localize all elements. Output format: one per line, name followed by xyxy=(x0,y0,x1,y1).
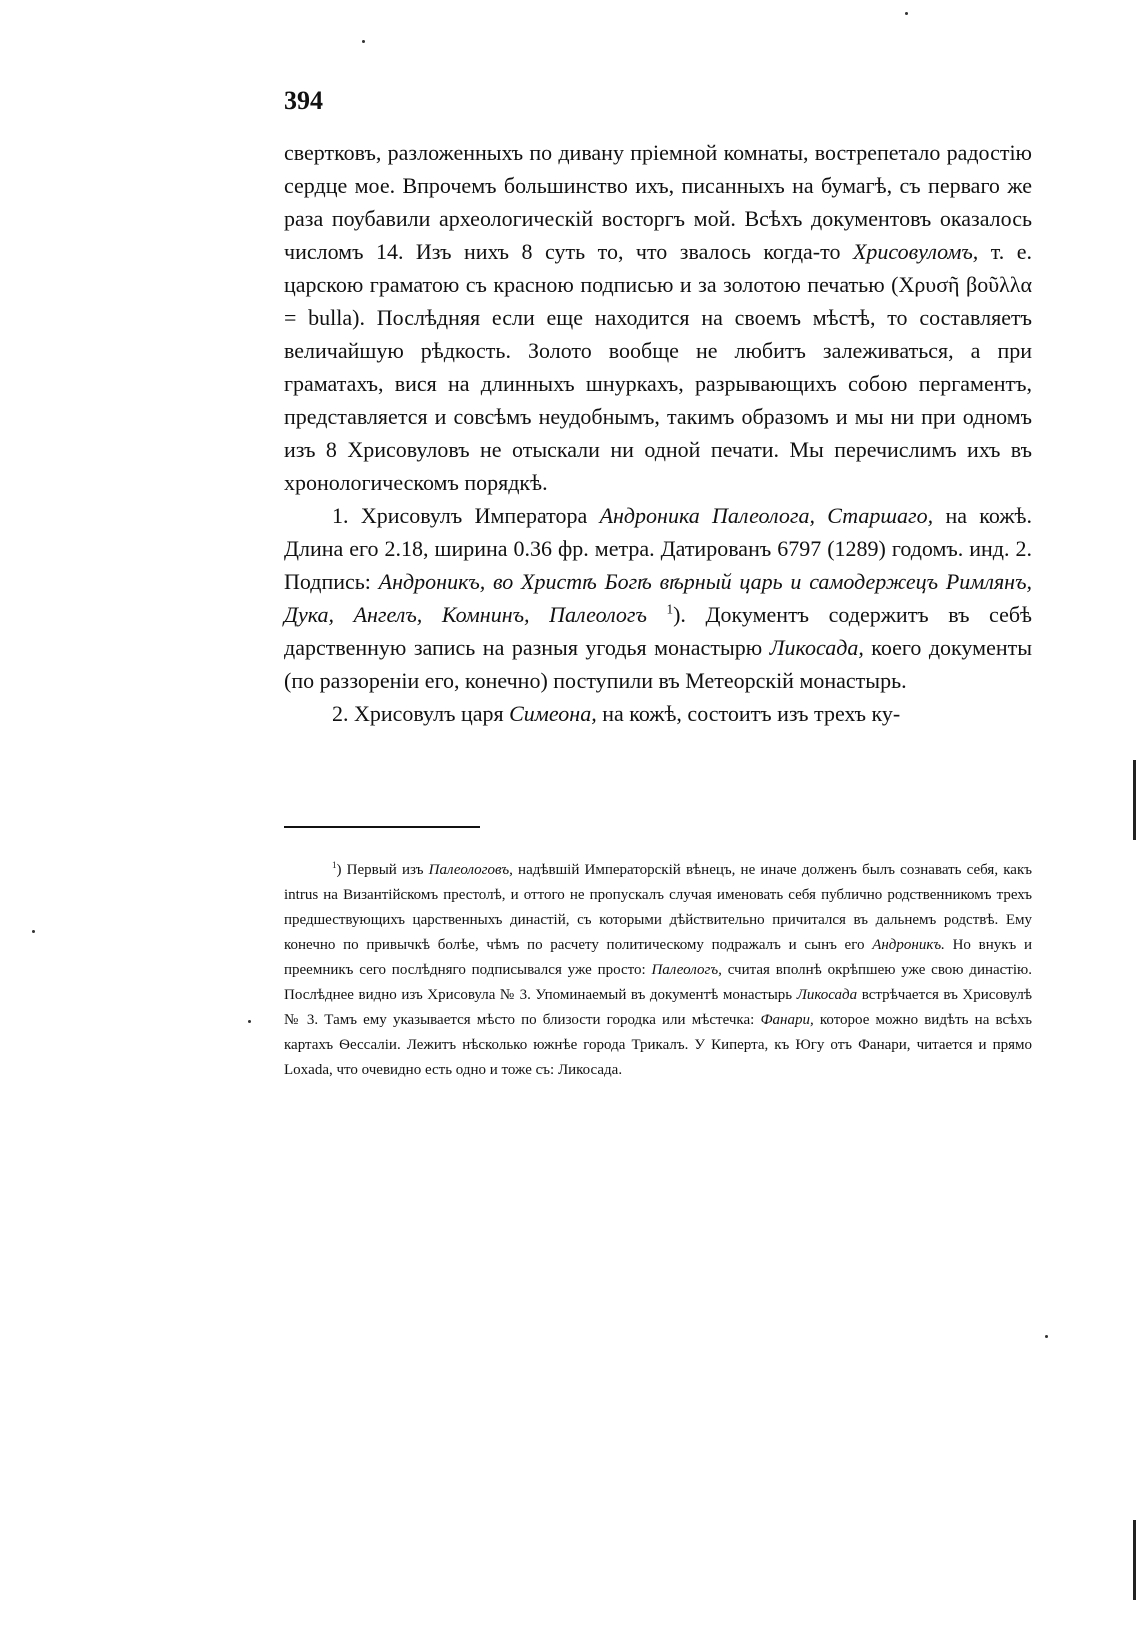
paragraph-3: 2. Хрисовулъ царя Симеона, на кожѣ, состоитъ изъ трехъ ку- xyxy=(332,701,901,726)
scan-speck xyxy=(1045,1335,1048,1338)
scan-edge-mark xyxy=(1133,760,1136,840)
scan-edge-mark xyxy=(1133,1520,1136,1600)
footnote-separator xyxy=(284,826,480,828)
scan-speck xyxy=(905,12,908,15)
footnote: $^1$) Первый изъ Палеологовъ, надѣвшій Императорскій вѣнецъ, не иначе долженъ былъ сознавать себя, какъ intrus на Византійскомъ престолѣ, и оттого не пропускалъ случая именовать себя публично родственникомъ трехъ предшествующихъ царственныхъ династій, съ которыми дѣйствительно причитался въ дальнемъ родствѣ. Ему конечно по привычкѣ болѣе, чѣмъ по расчету политическому подражалъ и сынъ его Андроникъ. Но внукъ и преемникъ сего послѣдняго подписывался уже просто: Палеологъ, считая вполнѣ окрѣпшею уже свою династію. Послѣднее видно изъ Хрисовула № 3. Упоминаемый въ документѣ монастырь Ликосада встрѣчается въ Хрисовулѣ № 3. Тамъ ему указывается мѣсто по близости городка или мѣстечка: Фанари, которое можно видѣть на всѣхъ картахъ Ѳессаліи. Лежитъ нѣсколько южнѣе города Трикалъ. У Киперта, къ Югу отъ Фанари, читается и прямо Loxada, что очевидно есть одно и тоже съ: Ликосада. xyxy=(284,860,1033,1078)
footnote-marker: 1 xyxy=(332,860,337,870)
paragraph-1: свертковъ, разложенныхъ по дивану пріемной комнаты, вострепетало радостію сердце мое. Впрочемъ большинство ихъ, писанныхъ на бумагѣ, съ перваго же раза поубавили археологическій восторгъ мой. Всѣхъ документовъ оказалось числомъ 14. Изъ нихъ 8 суть то, что звалось когда-то Хрисовуломъ, т. е. царскою граматою съ красною подписью и за золотою печатью (Χρυσῆ βοῦλλα = bulla). Послѣдняя если еще находится на своемъ мѣстѣ, то составляетъ величайшую рѣдкость. Золото вообще не любитъ залеживаться, а при граматахъ, вися на длинныхъ шнуркахъ, разрывающихъ собою пергаментъ, представляется и совсѣмъ неудобнымъ, такимъ образомъ и мы ни при одномъ изъ 8 Хрисовуловъ не отыскали ни одной печати. Мы перечислимъ ихъ въ хронологическомъ порядкѣ. xyxy=(284,140,1032,495)
page-number: 394 xyxy=(284,86,323,115)
body-text xyxy=(284,136,1032,730)
scan-speck xyxy=(32,930,35,933)
scan-speck xyxy=(362,40,365,43)
scan-speck xyxy=(248,1020,251,1023)
paragraph-2: 1. Хрисовулъ Императора Андроника Палеолога, Старшаго, на кожѣ. Длина его 2.18, ширина 0.36 фр. метра. Датированъ 6797 (1289) годомъ. инд. 2. Подпись: Андроникъ, во Христѣ Богѣ вѣрный царь и самодержецъ Римлянъ, Дука, Ангелъ, Комнинъ, Палеологъ $^1$). Документъ содержитъ въ себѣ дарственную запись на разныя угодья монастырю Ликосада, коего документы (по раззореніи его, конечно) поступили въ Метеорскій монастырь. xyxy=(284,503,1033,693)
footnote-reference: 1 xyxy=(666,601,674,617)
